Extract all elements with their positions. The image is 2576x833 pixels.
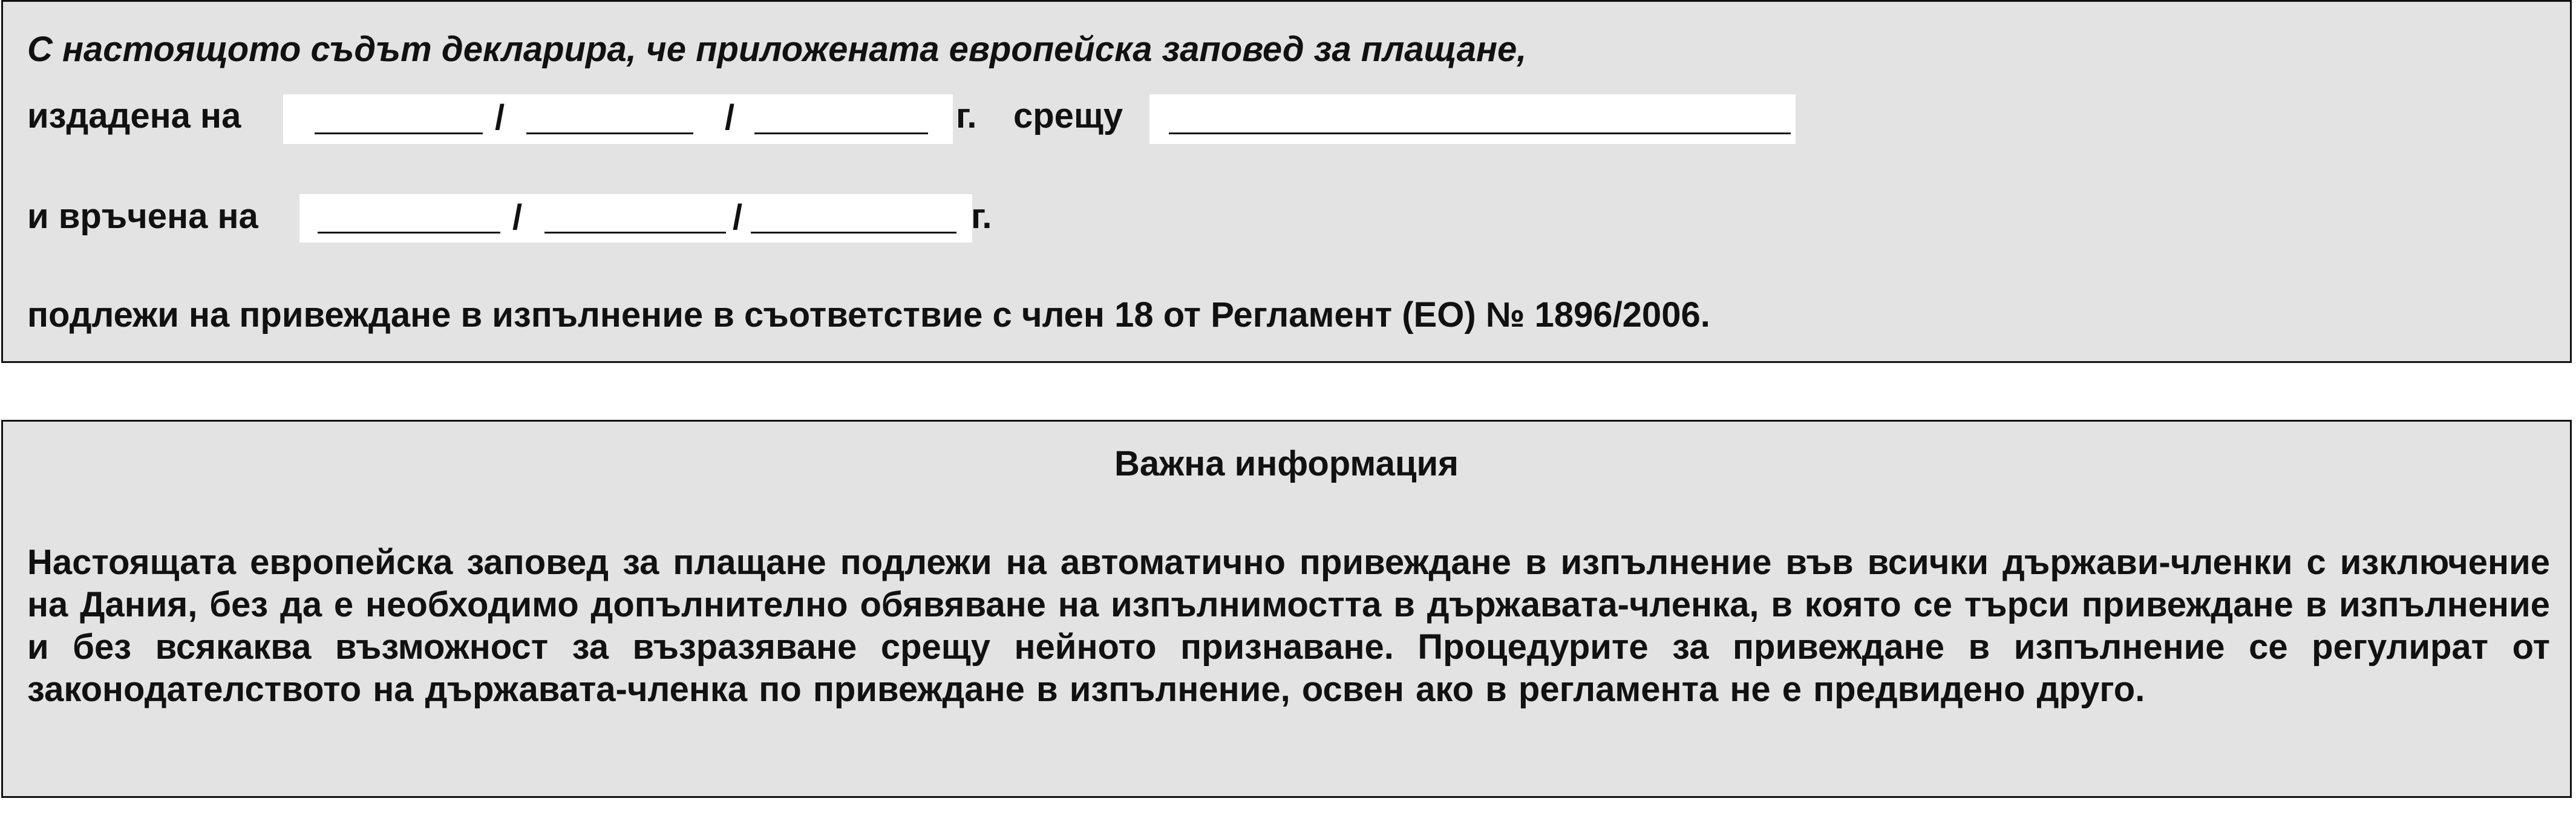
issued-day-blank[interactable]	[315, 132, 483, 134]
issued-date-separator: /	[495, 98, 505, 137]
against-field[interactable]	[1149, 94, 1796, 144]
issued-date-separator: /	[725, 98, 735, 137]
issued-date-field[interactable]	[283, 94, 953, 144]
served-date-separator: /	[512, 198, 523, 237]
issued-month-blank[interactable]	[526, 132, 693, 134]
important-info-heading: Важна информация	[1114, 444, 1459, 483]
served-label: и връчена на	[27, 197, 258, 236]
issued-year-suffix: г.	[956, 96, 977, 136]
served-year-blank[interactable]	[751, 232, 956, 234]
against-blank[interactable]	[1169, 132, 1791, 134]
against-label: срещу	[1013, 96, 1123, 136]
issued-year-blank[interactable]	[754, 132, 928, 134]
enforceability-declaration-box	[1, 0, 2572, 363]
important-information-box	[1, 420, 2572, 798]
enforceable-text: подлежи на привеждане в изпълнение в съответствие с член 18 от Регламент (ЕО) № 1896/2006.	[27, 295, 1710, 335]
served-month-blank[interactable]	[544, 232, 726, 234]
served-date-separator: /	[733, 198, 743, 237]
served-year-suffix: г.	[971, 197, 992, 236]
issued-label: издадена на	[27, 96, 241, 136]
served-day-blank[interactable]	[318, 232, 500, 234]
important-info-body: Настоящата европейска заповед за плащане подлежи на автоматично привеждане в изпълнение във всички държави-членки с изключение на Дания, без да е необходимо допълнително обявяване на изпълнимостта в държавата-членка, в която се търси привеждане в изпълнение и без всякаква възможност за възразяване срещу нейното признаване. Процедурите за привеждане в изпълнение се регулират от законодателството на държавата-членка по привеждане в изпълнение, освен ако в регламента не е предвидено друго.	[27, 543, 2550, 709]
served-date-field[interactable]	[299, 194, 972, 243]
declaration-intro: С настоящото съдът декларира, че приложената европейска заповед за плащане,	[27, 30, 1527, 69]
